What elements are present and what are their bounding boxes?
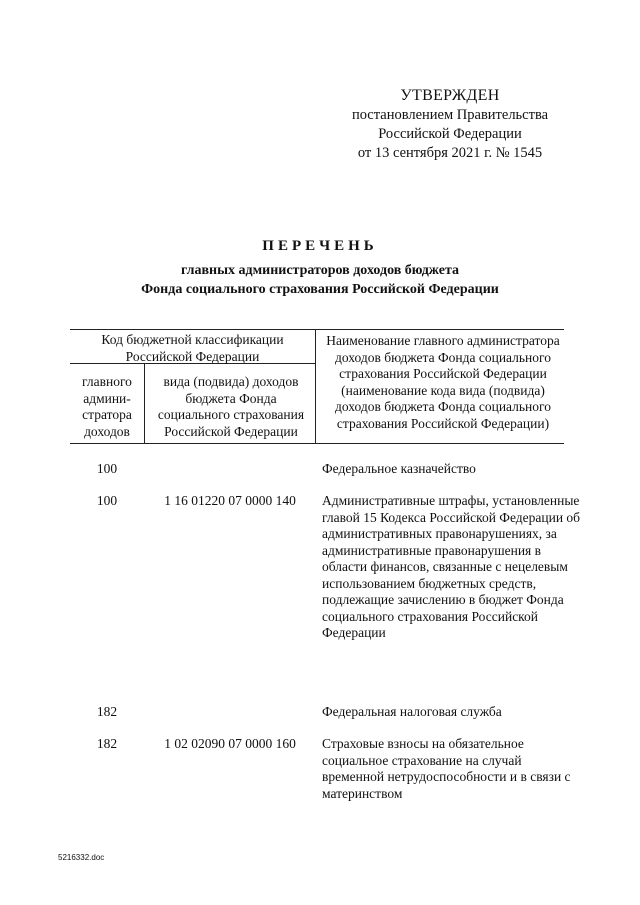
- table-header-rule: [70, 443, 564, 444]
- table-header-group: Код бюджетной классификации Российской Федерации: [101, 332, 284, 364]
- row-budget-code: 1 02 02090 07 0000 160: [164, 736, 296, 751]
- row-name: Страховые взносы на обязательное социальное страхование на случай временной нетрудоспособности и в связи с материнством: [322, 736, 571, 801]
- file-name-footer: 5216332.doc: [58, 853, 105, 862]
- document-subtitle: Фонда социального страхования Российской Федерации: [141, 282, 499, 297]
- table-header-code: вида (подвида) доходов бюджета Фонда социального страхования Российской Федерации: [157, 374, 305, 439]
- table-top-rule: [70, 329, 564, 330]
- row-admin-code: 100: [96, 493, 118, 508]
- row-admin-code: 100: [96, 461, 118, 476]
- approval-block: [330, 86, 570, 163]
- approval-line: Российской Федерации: [378, 126, 522, 142]
- row-admin-code: 182: [96, 704, 118, 719]
- approval-line: постановлением Правительства: [351, 107, 549, 123]
- row-name: Федеральное казначейство: [322, 461, 476, 476]
- document-subtitle: главных администраторов доходов бюджета: [180, 263, 460, 278]
- document-title: ПЕРЕЧЕНЬ: [262, 238, 378, 254]
- row-admin-code: 182: [96, 736, 118, 751]
- row-name: Федеральная налоговая служба: [322, 704, 502, 719]
- approval-title: УТВЕРЖДЕН: [400, 87, 500, 104]
- table-header-admin: главного админи-стратора доходов: [82, 374, 132, 439]
- table-column-divider: [315, 329, 316, 443]
- approval-date-line: от 13 сентября 2021 г. № 1545: [357, 145, 543, 161]
- row-budget-code: 1 16 01220 07 0000 140: [164, 493, 296, 508]
- table-column-divider: [144, 363, 145, 443]
- row-name: Административные штрафы, установленные главой 15 Кодекса Российской Федерации об административных правонарушениях, за административные правонарушения в области финансов, связанные с нецелевым использованием бюджетных средств, подлежащие зачислению в бюджет Фонда социального страхования Российской Федерации: [322, 493, 581, 640]
- table-header-name: Наименование главного администратора доходов бюджета Фонда социального страхования Российской Федерации (наименование кода вида (подвида) доходов бюджета Фонда социального страхования Российской Федерации): [326, 333, 560, 431]
